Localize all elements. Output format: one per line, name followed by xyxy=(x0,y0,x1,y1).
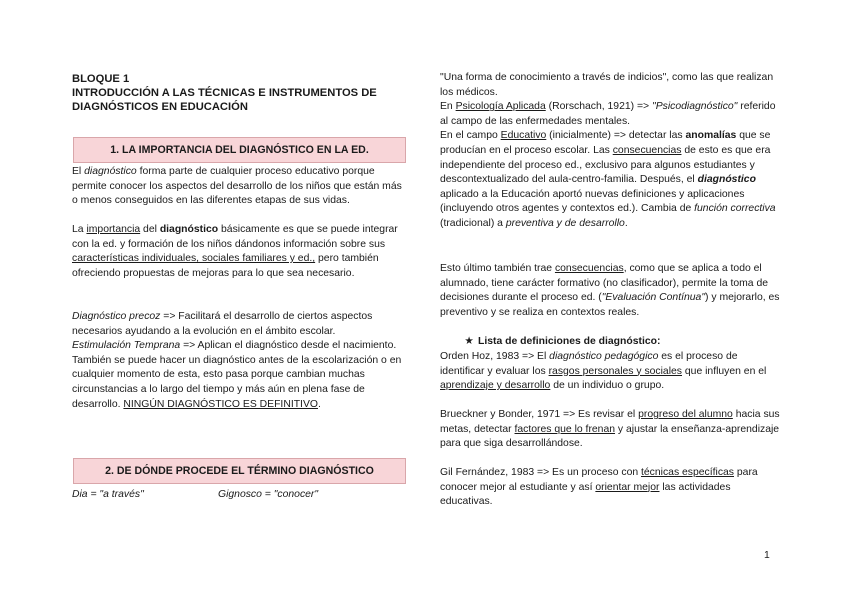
italic-term: Estimulación Temprana xyxy=(72,340,181,352)
etymology-gignosco: Gignosco = "conocer" xyxy=(218,489,319,500)
bold-term: diagnóstico xyxy=(159,224,219,235)
italic-term: "Psicodiagnóstico" xyxy=(652,101,738,113)
underlined-term: características individuales, sociales familiares y ed., xyxy=(72,253,316,265)
section-1-paragraph-3 xyxy=(72,310,404,412)
block-title-line-1: BLOQUE 1 xyxy=(72,73,130,85)
page-number: 1 xyxy=(764,550,770,561)
text: que influyen en el xyxy=(682,365,767,377)
text: (inicialmente) => detectar las xyxy=(546,130,686,142)
text: de un individuo o grupo. xyxy=(550,380,665,392)
underlined-term: Psicología Aplicada xyxy=(455,101,546,113)
text: es el proceso de identificar y evaluar los xyxy=(440,351,738,377)
text: Orden Hoz, 1983 => El xyxy=(440,351,550,362)
section-1-paragraph-1 xyxy=(72,165,404,209)
section-2-heading: 2. DE DÓNDE PROCEDE EL TÉRMINO DIAGNÓSTICO xyxy=(73,458,406,484)
text: hacia sus metas, detectar xyxy=(440,409,780,435)
etymology-row xyxy=(72,488,408,503)
italic-term: diagnóstico xyxy=(84,166,137,177)
text: . xyxy=(624,217,628,229)
text: que se producían en el proceso escolar. Las xyxy=(440,130,771,156)
text: las actividades educativas. xyxy=(440,481,731,508)
italic-term: función correctiva xyxy=(694,203,776,215)
text: En el campo xyxy=(440,130,501,142)
underlined-term: orientar mejor xyxy=(595,481,660,493)
block-title-line-2: INTRODUCCIÓN A LAS TÉCNICAS E INSTRUMENTOS DE xyxy=(72,87,377,99)
underlined-term: técnicas específicas xyxy=(641,467,734,478)
text: => Aplican el diagnóstico desde el nacimiento. xyxy=(180,340,397,352)
underlined-term: aprendizaje y desarrollo xyxy=(440,380,551,392)
bold-term: anomalías xyxy=(685,130,737,142)
text: Esto último también trae xyxy=(440,263,555,274)
underlined-term: factores que lo frenan xyxy=(514,423,616,435)
text: => Facilitará el desarrollo de ciertos aspectos necesarios ayudando a la evolución en el ámbito escolar. xyxy=(72,311,373,337)
text: para conocer mejor al estudiante y así xyxy=(440,467,758,493)
etymology-dia: Dia = "a través" xyxy=(72,489,144,500)
text: referido al campo de las enfermedades mentales. xyxy=(440,101,776,127)
text: Gil Fernández, 1983 => Es un proceso con xyxy=(440,467,642,478)
right-paragraph-2 xyxy=(440,262,780,320)
text: forma parte de cualquier proceso educativo porque permite conocer los aspectos del desarrollo de los niños que están más o menos conseguidos en las diferentes etapas de sus vidas. xyxy=(72,166,402,207)
right-paragraph-1 xyxy=(440,71,780,232)
italic-term: Diagnóstico precoz xyxy=(72,311,161,322)
text: (Rorschach, 1921) => xyxy=(545,101,653,113)
text: En xyxy=(440,101,456,113)
underlined-term: consecuencias xyxy=(554,263,624,274)
bold-italic-term: diagnóstico xyxy=(697,174,756,186)
text: básicamente es que se puede integrar con la ed. y formación de los niños dándonos información sobre sus xyxy=(72,224,398,250)
definitions-list-title: Lista de definiciones de diagnóstico: xyxy=(478,336,661,347)
definition-brueckner-bonder xyxy=(440,408,780,452)
underlined-term: importancia xyxy=(86,224,141,235)
text: El xyxy=(72,166,85,177)
text: (tradicional) a xyxy=(440,217,506,229)
underlined-term: Educativo xyxy=(500,130,547,142)
section-1-paragraph-2 xyxy=(72,223,404,281)
text: aplicado a la Educación aportó nuevas definiciones y aplicaciones (incluyendo otros agentes y contextos ed.). Cambia de xyxy=(440,188,745,215)
text: También se puede hacer un diagnóstico antes de la escolarización o en cualquier momento de esta, esto pasa porque cambian muchas circunstancias a lo largo del tiempo y más aún en plena fase de desarrollo. xyxy=(72,354,402,410)
text: . xyxy=(317,398,321,410)
definition-gil-fernandez xyxy=(440,466,780,510)
underlined-term: consecuencias xyxy=(612,144,682,156)
text: "Una forma de conocimiento a través de indicios", como las que realizan los médicos. xyxy=(440,72,774,98)
underlined-term: NINGÚN DIAGNÓSTICO ES DEFINITIVO xyxy=(123,398,318,410)
italic-term: "Evaluación Contínua" xyxy=(601,292,706,304)
block-title xyxy=(72,72,412,114)
text: y ajustar la enseñanza-aprendizaje para que siga desarrollándose. xyxy=(440,423,780,450)
text: pero también ofreciendo propuestas de mejoras para lo que sea necesario. xyxy=(72,253,379,279)
text: de esto es que era independiente del proceso ed., exclusivo para algunos estudiantes y descontextualizado del aula-centro-familia. Después, el xyxy=(440,144,771,186)
italic-term: preventiva y de desarrollo xyxy=(505,217,625,229)
text: ) y mejorarlo, es preventivo y se realiza en contextos reales. xyxy=(440,292,780,318)
definitions-list-heading xyxy=(440,335,780,350)
section-1-heading: 1. LA IMPORTANCIA DEL DIAGNÓSTICO EN LA ED. xyxy=(73,137,406,163)
block-title-line-3: DIAGNÓSTICOS EN EDUCACIÓN xyxy=(72,101,248,113)
text: Brueckner y Bonder, 1971 => Es revisar el xyxy=(440,409,639,420)
text: del xyxy=(140,224,160,235)
underlined-term: progreso del alumno xyxy=(638,409,733,420)
italic-term: diagnóstico pedagógico xyxy=(549,351,659,362)
text: , como que se aplica a todo el alumnado, tiene carácter formativo (no clasificador), permite la toma de decisiones durante el proceso ed. ( xyxy=(440,263,769,304)
definition-orden-hoz xyxy=(440,350,780,394)
star-icon: ★ xyxy=(464,336,474,347)
text: La xyxy=(72,224,87,235)
underlined-term: rasgos personales y sociales xyxy=(548,365,682,377)
